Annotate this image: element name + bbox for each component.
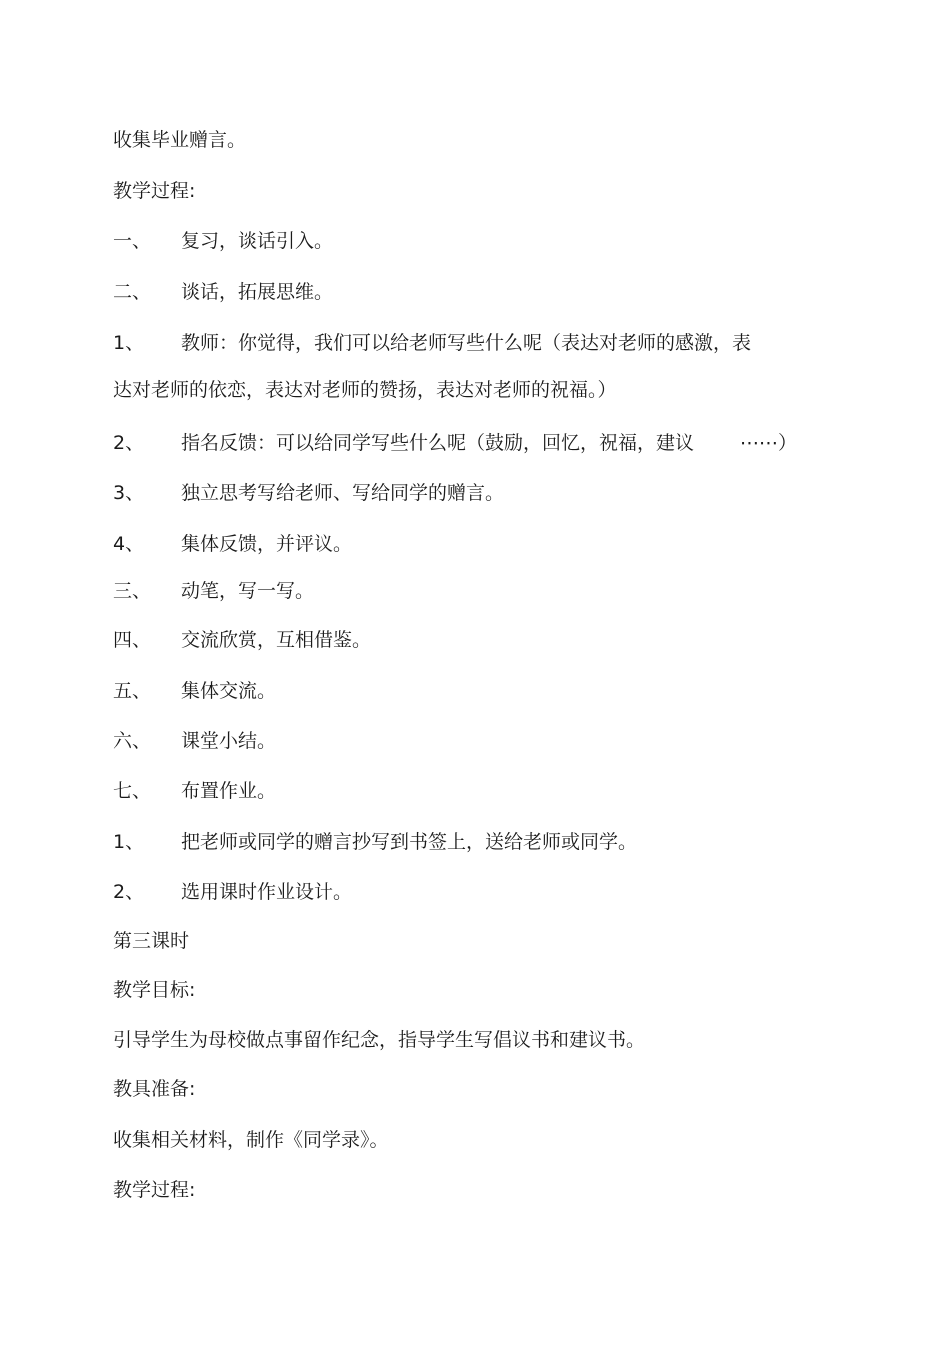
list-number: 三、: [113, 580, 152, 602]
line-text: 集体反馈，并评议。: [181, 533, 353, 555]
list-item: [113, 229, 333, 253]
list-number: 二、: [113, 281, 152, 303]
line-text: 布置作业。: [181, 780, 277, 802]
line-text: 收集毕业赠言。: [113, 129, 247, 151]
list-number: 4、: [113, 533, 145, 555]
list-item: [113, 579, 314, 603]
line-text: 引导学生为母校做点事留作纪念，指导学生写倡议书和建议书。: [113, 1029, 646, 1051]
list-item: [113, 481, 504, 505]
line-tail: ⋯⋯）: [740, 432, 798, 454]
line-text: 把老师或同学的赠言抄写到书签上，送给老师或同学。: [181, 831, 638, 853]
list-item: [113, 628, 371, 652]
list-number: 2、: [113, 432, 145, 454]
list-item: [113, 729, 276, 753]
list-item: [113, 880, 352, 904]
line-text: 集体交流。: [181, 680, 277, 702]
line-text: 课堂小结。: [181, 730, 277, 752]
list-number: 1、: [113, 332, 145, 354]
line-text: 教学目标:: [113, 979, 196, 1001]
list-number: 七、: [113, 780, 152, 802]
line-text: 达对老师的依恋，表达对老师的赞扬，表达对老师的祝福。）: [113, 379, 617, 401]
text-line: [113, 1128, 389, 1152]
line-text: 指名反馈：可以给同学写些什么呢（鼓励，回忆，祝福，建议: [181, 432, 695, 454]
list-number: 2、: [113, 881, 145, 903]
line-text: 交流欣赏，互相借鉴。: [181, 629, 372, 651]
line-text: 教学过程:: [113, 180, 196, 202]
line-text: 谈话，拓展思维。: [181, 281, 334, 303]
line-text: 收集相关材料，制作《同学录》。: [113, 1129, 389, 1151]
list-item: [113, 280, 333, 304]
lesson-title: [113, 929, 189, 953]
line-text: 教师：你觉得，我们可以给老师写些什么呢（表达对老师的感激，表: [181, 332, 752, 354]
section-heading: [113, 978, 195, 1002]
list-number: 六、: [113, 730, 152, 752]
line-text: 教具准备:: [113, 1078, 196, 1100]
list-item: [113, 331, 751, 355]
text-line: [113, 128, 246, 152]
list-item: [113, 679, 276, 703]
list-number: 四、: [113, 629, 152, 651]
text-line: [113, 1028, 645, 1052]
list-number: 一、: [113, 230, 152, 252]
list-item: [113, 830, 637, 854]
line-text: 选用课时作业设计。: [181, 881, 353, 903]
text-line: [113, 378, 617, 402]
line-text: 复习，谈话引入。: [181, 230, 334, 252]
section-heading: [113, 1077, 195, 1101]
list-item: [113, 431, 797, 455]
line-text: 动笔，写一写。: [181, 580, 315, 602]
line-text: 教学过程:: [113, 1179, 196, 1201]
section-heading: [113, 1178, 195, 1202]
list-number: 1、: [113, 831, 145, 853]
list-item: [113, 779, 276, 803]
line-text: 独立思考写给老师、写给同学的赠言。: [181, 482, 505, 504]
list-number: 3、: [113, 482, 145, 504]
list-number: 五、: [113, 680, 152, 702]
line-text: 第三课时: [113, 930, 190, 952]
section-heading: [113, 179, 195, 203]
list-item: [113, 532, 352, 556]
